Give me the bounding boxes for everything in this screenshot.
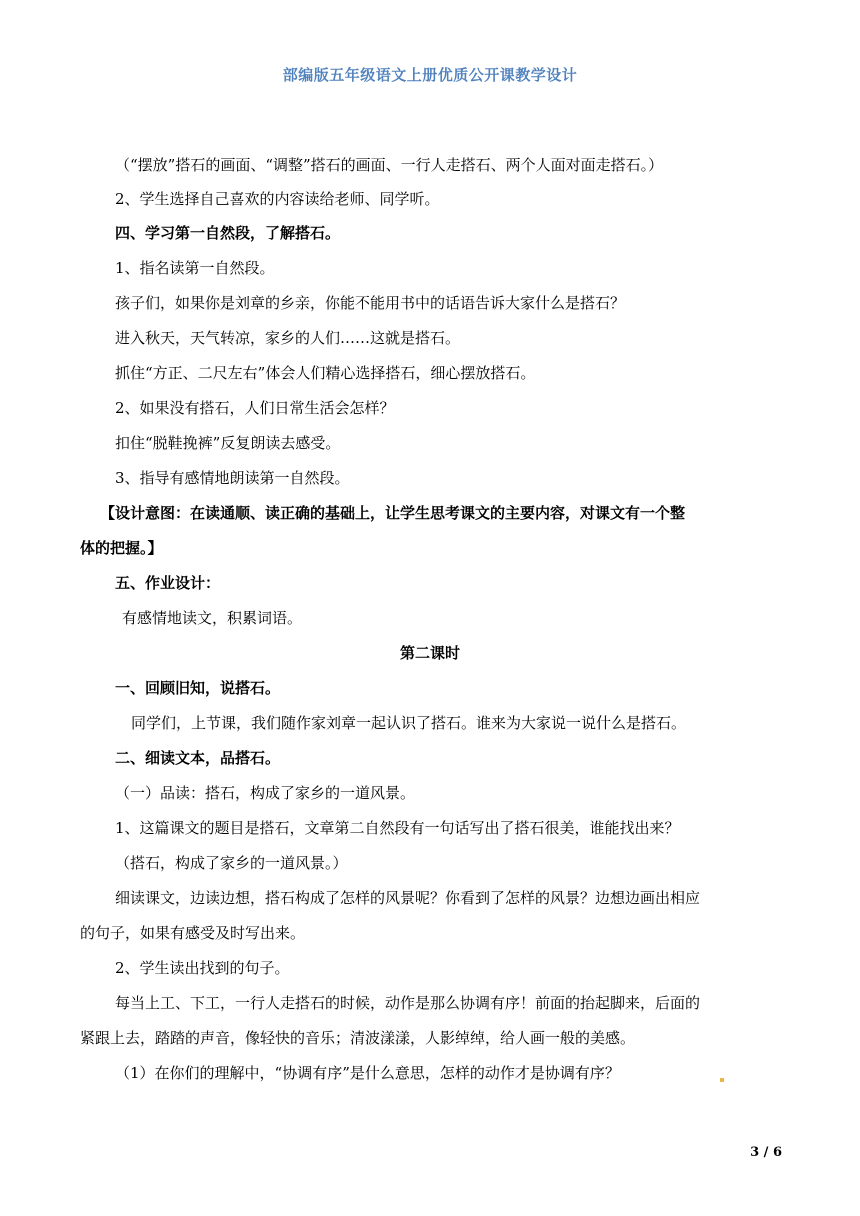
paragraph: （搭石，构成了家乡的一道风景。） [115, 854, 348, 872]
paragraph: 1、指名读第一自然段。 [115, 259, 275, 277]
section-heading: 一、回顾旧知，说搭石。 [115, 679, 281, 697]
paragraph: 的句子，如果有感受及时写出来。 [80, 924, 306, 942]
paragraph: 每当上工、下工，一行人走搭石的时候，动作是那么协调有序！前面的抬起脚来，后面的 [115, 994, 701, 1012]
paragraph: 细读课文，边读边想，搭石构成了怎样的风景呢？你看到了怎样的风景？边想边画出相应 [115, 889, 701, 907]
paragraph: （“摆放”搭石的画面、“调整”搭石的画面、一行人走搭石、两个人面对面走搭石。） [115, 156, 664, 174]
section-heading: 二、细读文本，品搭石。 [115, 749, 281, 767]
design-intent: 体的把握。】 [80, 539, 163, 557]
paragraph: 有感情地读文，积累词语。 [122, 609, 303, 627]
editing-mark [720, 1078, 724, 1082]
paragraph: 2、学生选择自己喜欢的内容读给老师、同学听。 [115, 190, 440, 208]
paragraph: 抓住“方正、二尺左右”体会人们精心选择搭石，细心摆放搭石。 [115, 364, 536, 382]
section-heading: 四、学习第一自然段，了解搭石。 [115, 224, 341, 242]
design-intent: 【设计意图：在读通顺、读正确的基础上，让学生思考课文的主要内容，对课文有一个整 [100, 504, 686, 522]
paragraph: 进入秋天，天气转凉，家乡的人们……这就是搭石。 [115, 329, 461, 347]
paragraph: 2、如果没有搭石，人们日常生活会怎样？ [115, 399, 395, 417]
paragraph: 扣住“脱鞋挽裤”反复朗读去感受。 [115, 434, 341, 452]
page-number: 3 / 6 [750, 1145, 782, 1160]
paragraph: 1、这篇课文的题目是搭石，文章第二自然段有一句话写出了搭石很美，谁能找出来？ [115, 819, 680, 837]
paragraph: 紧跟上去，踏踏的声音，像轻快的音乐；清波漾漾，人影绰绰，给人画一般的美感。 [80, 1029, 636, 1047]
paragraph: 同学们，上节课，我们随作家刘章一起认识了搭石。谁来为大家说一说什么是搭石。 [131, 714, 687, 732]
paragraph: 2、学生读出找到的句子。 [115, 959, 290, 977]
section-heading: 五、作业设计： [115, 574, 221, 592]
paragraph: 孩子们，如果你是刘章的乡亲，你能不能用书中的话语告诉大家什么是搭石？ [115, 294, 626, 312]
paragraph: （1）在你们的理解中，“协调有序”是什么意思，怎样的动作才是协调有序？ [115, 1064, 620, 1082]
paragraph: （一）品读：搭石，构成了家乡的一道风景。 [115, 784, 416, 802]
document-header: 部编版五年级语文上册优质公开课教学设计 [282, 66, 578, 84]
paragraph: 3、指导有感情地朗读第一自然段。 [115, 469, 350, 487]
lesson-title: 第二课时 [399, 644, 460, 662]
